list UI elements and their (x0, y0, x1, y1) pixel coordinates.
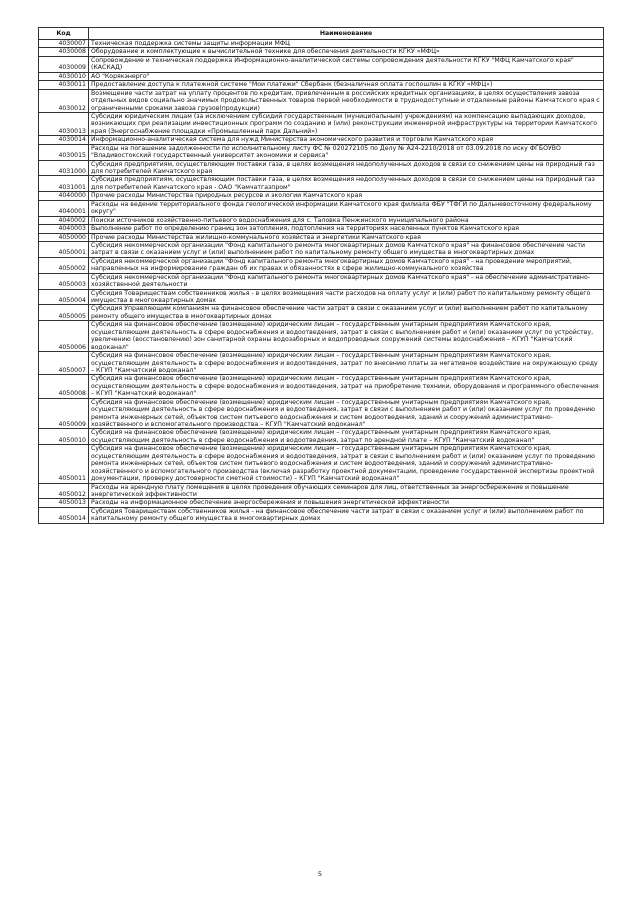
row-name: Субсидия некоммерческой организации "Фонд капитального ремонта многоквартирных домов Камчатского края" на финансовое обеспечение части затрат в связи с оказанием услуг и (или) выполнением работ по капитальному ремонту общего имущества в многоквартирных домах (89, 241, 604, 257)
table-row (39, 216, 604, 224)
row-name: Расходы на погашение задолженности по исполнительному листу ФС № 020272105 по Делу № А24-2210/2018 от 03.09.2018 по иску ФГБОУВО "Владивостокский государственный университет экономики и сервиса" (89, 144, 604, 160)
table-row (39, 507, 604, 523)
row-name: Поиски источников хозяйственно-питьевого водоснабжения для с. Таловка Пенжинского муниципального района (89, 216, 604, 224)
row-code: 4040000 (39, 192, 89, 200)
table-row (39, 257, 604, 273)
table-row (39, 241, 604, 257)
table-row (39, 429, 604, 445)
table-row (39, 56, 604, 72)
row-code: 4031000 (39, 160, 89, 176)
table-row (39, 305, 604, 321)
row-name: Выполнение работ по определению границ зон затопления, подтопления на территориях населенных пунктов Камчатского края (89, 225, 604, 233)
row-name: Расходы на информационное обеспечение энергосбережения и повышения энергетической эффективности (89, 499, 604, 507)
row-name: Субсидия предприятиям, осуществляющим поставки газа, в целях возмещения недополученных доходов в связи со снижением цены на природный газ для потребителей Камчатского края (89, 160, 604, 176)
table-row (39, 352, 604, 375)
row-code: 4050002 (39, 257, 89, 273)
table-row (39, 176, 604, 192)
table-row (39, 273, 604, 289)
row-code: 4040001 (39, 200, 89, 216)
row-name: Субсидия на финансовое обеспечение (возмещение) юридическим лицам – государственным унитарным предприятиям Камчатского края, осуществляющим деятельность в сфере водоснабжения и водоотведения, затрат в связи с выполнением работ и (или) оказанием услуг по устройству, увеличению (восстановлению) зон санитарной охраны водозаборных и водопроводных сооружений системы водоснабжения – КГУП "Камчатский водоканал" (89, 321, 604, 352)
row-code: 4030009 (39, 56, 89, 72)
table-row (39, 144, 604, 160)
row-code: 4040003 (39, 225, 89, 233)
page-number: 5 (317, 870, 323, 878)
row-code: 4050008 (39, 375, 89, 398)
table-row (39, 289, 604, 305)
row-name: Субсидия некоммерческой организации "Фонд капитального ремонта многоквартирных домов Камчатского края" - на обеспечение административно-хозяйственной деятельности (89, 273, 604, 289)
table-row (39, 160, 604, 176)
row-name: Субсидия некоммерческой организации "Фонд капитального ремонта многоквартирных домов Камчатского края" - на проведение мероприятий, направленных на информирование граждан об их правах и обязанностях в сфере жилищно-коммунального хозяйства (89, 257, 604, 273)
row-code: 4050006 (39, 321, 89, 352)
table-row (39, 48, 604, 56)
row-code: 4050014 (39, 507, 89, 523)
row-code: 4040002 (39, 216, 89, 224)
row-name: Субсидия на финансовое обеспечение (возмещение) юридическим лицам – государственным унитарным предприятиям Камчатского края, осуществляющим деятельность в сфере водоснабжения и водоотведения, затрат на приобретение техники, оборудования и программного обеспечения – КГУП "Камчатский водоканал" (89, 375, 604, 398)
row-name: Прочие расходы Министерства природных ресурсов и экологии Камчатского края (89, 192, 604, 200)
row-code: 4030007 (39, 40, 89, 48)
table-row (39, 225, 604, 233)
row-code: 4050010 (39, 429, 89, 445)
row-code: 4050001 (39, 241, 89, 257)
row-code: 4030013 (39, 112, 89, 135)
row-code: 4030012 (39, 89, 89, 112)
row-name: Информационно-аналитическая система для нужд Министерства экономического развития и торговли Камчатского края (89, 136, 604, 144)
row-name: Прочие расходы Министерства жилищно-коммунального хозяйства и энергетики Камчатского края (89, 233, 604, 241)
table-row (39, 483, 604, 499)
row-name: Субсидия Управляющим компаниям на финансовое обеспечение части затрат в связи с оказанием услуг и (или) выполнением работ по капитальному ремонту общего имущества в многоквартирных домах (89, 305, 604, 321)
row-code: 4050003 (39, 273, 89, 289)
row-name: Техническая поддержка системы защиты информации МФЦ (89, 40, 604, 48)
table-row (39, 200, 604, 216)
table-row (39, 321, 604, 352)
row-name: Расходы на арендную плату помещения в целях проведения обучающих семинаров для лиц, ответственных за энергосбережение и повышение энергетической эффективности (89, 483, 604, 499)
table-row (39, 40, 604, 48)
row-code: 4050013 (39, 499, 89, 507)
row-code: 4050011 (39, 445, 89, 483)
table-header-row (39, 28, 604, 40)
row-code: 4050007 (39, 352, 89, 375)
header-name: Наименование (89, 28, 604, 40)
row-code: 4050000 (39, 233, 89, 241)
row-code: 4030014 (39, 136, 89, 144)
table-row (39, 499, 604, 507)
row-code: 4050004 (39, 289, 89, 305)
table-row (39, 233, 604, 241)
document-page (38, 27, 603, 524)
table-row (39, 112, 604, 135)
row-code: 4050009 (39, 398, 89, 429)
header-code: Код (39, 28, 89, 40)
row-code: 4030010 (39, 72, 89, 80)
row-code: 4030011 (39, 81, 89, 89)
row-name: Предоставление доступа к платежной системе "Мои платежи" Сбербанк (безналичная оплата госпошлин в КГКУ «МФЦ») (89, 81, 604, 89)
table-row (39, 398, 604, 429)
row-name: Субсидия на финансовое обеспечение (возмещение) юридическим лицам – государственным унитарным предприятиям Камчатского края, осуществляющим деятельность в сфере водоснабжения и водоотведения, затрат по внесению платы за негативное воздействие на окружающую среду – КГУП "Камчатский водоканал" (89, 352, 604, 375)
row-name: Оборудование и комплектующие к вычислительной технике для обеспечения деятельности КГКУ «МФЦ» (89, 48, 604, 56)
row-code: 4030015 (39, 144, 89, 160)
row-name: Субсидия на финансовое обеспечение (возмещение) юридическим лицам – государственным унитарным предприятиям Камчатского края, осуществляющим деятельность в сфере водоснабжения и водоотведения, затрат в связи с выполнением работ и (или) оказанием услуг по проведению ремонта инженерных сетей, объектов систем питьевого водоснабжения и систем водоотведения, зданий и сооружений административно-хозяйственного и вспомогательного производства (включая разработку проектной документации, проведение государственной экспертизы проектной документации, проверку достоверности сметной стоимости) – КГУП "Камчатский водоканал" (89, 445, 604, 483)
row-code: 4030008 (39, 48, 89, 56)
row-name: Субсидия на финансовое обеспечение (возмещение) юридическим лицам – государственным унитарным предприятиям Камчатского края, осуществляющим деятельность в сфере водоснабжения и водоотведения, затрат в связи с выполнением работ и (или) оказанием услуг по проведению ремонта инженерных сетей, объектов систем питьевого водоснабжения и систем водоотведения, зданий и сооружений административно-хозяйственного и вспомогательного производства – КГУП "Камчатский водоканал" (89, 398, 604, 429)
row-code: 4050012 (39, 483, 89, 499)
codes-table (38, 27, 604, 524)
table-row (39, 375, 604, 398)
table-row (39, 89, 604, 112)
table-row (39, 81, 604, 89)
row-code: 4031001 (39, 176, 89, 192)
row-name: Субсидия на финансовое обеспечение (возмещение) юридическим лицам – государственным унитарным предприятиям Камчатского края, осуществляющим деятельность в сфере водоснабжения и водоотведения, затрат по арендной плате – КГУП "Камчатский водоканал" (89, 429, 604, 445)
row-name: Субсидия предприятиям, осуществляющим поставки газа, в целях возмещения недополученных доходов в связи со снижением цены на природный газ для потребителей Камчатского края - ОАО "Камчатгазпром" (89, 176, 604, 192)
row-name: Сопровождение и техническая поддержка Информационно-аналитической системы сопровождения деятельности КГКУ "МФЦ Камчатского края" (КАСКАД) (89, 56, 604, 72)
table-row (39, 192, 604, 200)
table-row (39, 72, 604, 80)
row-name: Субсидии юридическим лицам (за исключением субсидий государственным (муниципальным) учреждениям) на компенсацию выпадающих доходов, возникающих при реализации инвестиционных программ по созданию и (или) реконструкции инженерной инфраструктуры на территории Камчатского края (Энергоснабжение площадки «Промышленный парк Дальний») (89, 112, 604, 135)
row-name: Расходы на ведение территориального фонда геологической информации Камчатского края филиала ФБУ "ТФГИ по Дальневосточному федеральному округу" (89, 200, 604, 216)
row-name: Возмещение части затрат на уплату процентов по кредитам, привлеченным в российских кредитных организациях, в целях осуществления завоза отдельных видов социально значимых продовольственных товаров первой необходимости в труднодоступные и отдаленные районы Камчатского края с ограниченными сроками завоза грузов(продукции) (89, 89, 604, 112)
row-name: Субсидия Товариществам собственников жилья - в целях возмещения части расходов на оплату услуг и (или) работ по капитальному ремонту общего имущества в многоквартирных домах (89, 289, 604, 305)
row-name: Субсидия Товариществам собственников жилья - на финансовое обеспечение части затрат в связи с оказанием услуг и (или) выполнением работ по капитальному ремонту общего имущества в многоквартирных домах (89, 507, 604, 523)
table-body (39, 40, 604, 524)
table-row (39, 445, 604, 483)
row-code: 4050005 (39, 305, 89, 321)
table-row (39, 136, 604, 144)
row-name: АО "Корякэнерго" (89, 72, 604, 80)
